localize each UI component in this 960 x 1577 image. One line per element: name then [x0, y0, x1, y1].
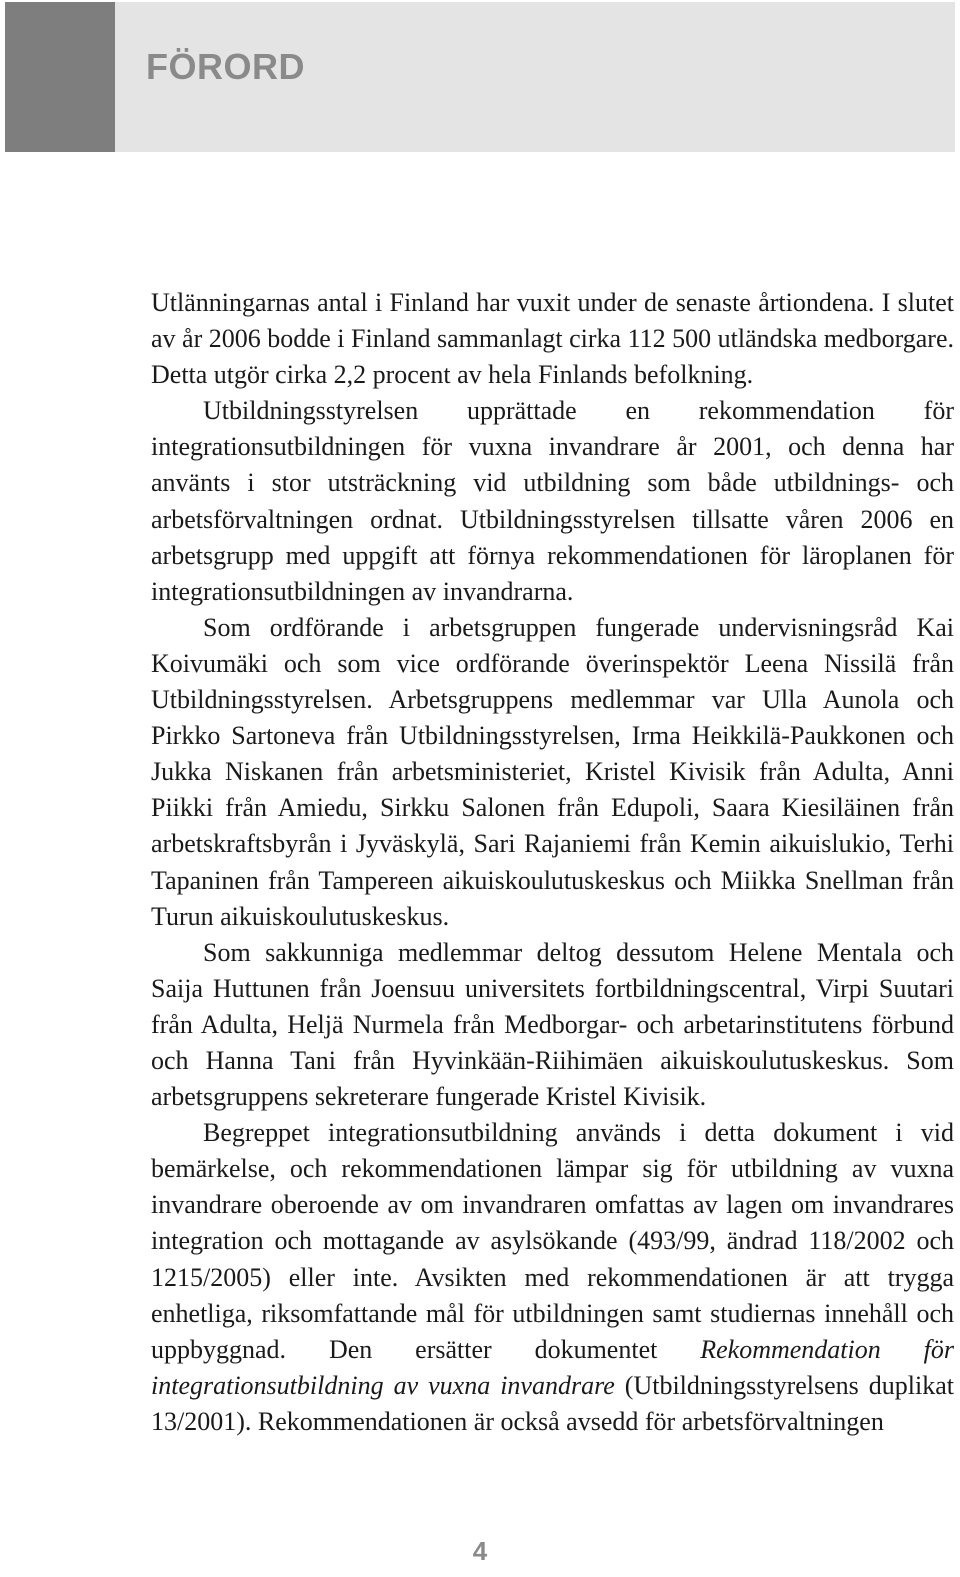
paragraph-5 — [151, 1115, 954, 1440]
paragraph-3: Som ordförande i arbetsgruppen fungerade undervisningsråd Kai Koivumäki och som vice ordförande överinspektör Leena Nissilä från Utbildningsstyrelsen. Arbetsgruppens medlemmar var Ulla Aunola och Pirkko Sartoneva från Utbildningsstyrelsen, Irma Heikkilä-Paukkonen och Jukka Niskanen från arbetsministeriet, Kristel Kivisik från Adulta, Anni Piikki från Amiedu, Sirkku Salonen från Edupoli, Saara Kiesiläinen från arbetskraftsbyrån i Jyväskylä, Sari Rajaniemi från Kemin aikuislukio, Terhi Tapaninen från Tampereen aikuiskoulutuskeskus och Miikka Snellman från Turun aikuiskoulutuskeskus. — [151, 612, 954, 931]
paragraph-5-text-before: Begreppet integrationsutbildning används i detta dokument i vid bemärkelse, och rekommendationen lämpar sig för utbildning av vuxna invandrare oberoende av om invandraren omfattas av lagen om invandrares integration och mottagande av asylsökande (493/99, ändrad 118/2002 och 1215/2005) eller inte. Avsikten med rekommendationen är att trygga enhetliga, riksomfattande mål för utbildningen samt studiernas innehåll och uppbyggnad. Den ersätter dokumentet — [151, 1118, 954, 1364]
body-text — [151, 285, 954, 1440]
paragraph-5-text-after: (Utbildningsstyrelsens duplikat 13/2001). Rekommendationen är också avsedd för arbetsförvaltningen — [151, 1370, 954, 1436]
paragraph-1: Utlänningarnas antal i Finland har vuxit under de senaste årtiondena. I slutet av år 2006 bodde i Finland sammanlagt cirka 112 500 utländska medborgare. Detta utgör cirka 2,2 procent av hela Finlands befolkning. — [151, 288, 954, 390]
document-title-italic: Rekommendation för integrationsutbildning av vuxna invandrare — [151, 1334, 955, 1400]
chapter-header-tab — [5, 2, 115, 152]
paragraph-2: Utbildningsstyrelsen upprättade en rekommendation för integrationsutbildningen för vuxna invandrare år 2001, och denna har använts i stor utsträckning vid utbildning som både utbildnings- och arbetsförvaltningen ordnat. Utbildningsstyrelsen tillsatte våren 2006 en arbetsgrupp med uppgift att förnya rekommendationen för läroplanen för integrationsutbildningen av invandrarna. — [151, 396, 954, 606]
paragraph-4: Som sakkunniga medlemmar deltog dessutom Helene Mentala och Saija Huttunen från Joensuu universitets fortbildningscentral, Virpi Suutari från Adulta, Heljä Nurmela från Medborgar- och arbetarinstitutens förbund och Hanna Tani från Hyvinkään-Riihimäen aikuiskoulutuskeskus. Som arbetsgruppens sekreterare fungerade Kristel Kivisik. — [151, 937, 954, 1112]
chapter-title: FÖRORD — [146, 46, 305, 87]
page-number: 4 — [472, 1536, 488, 1566]
